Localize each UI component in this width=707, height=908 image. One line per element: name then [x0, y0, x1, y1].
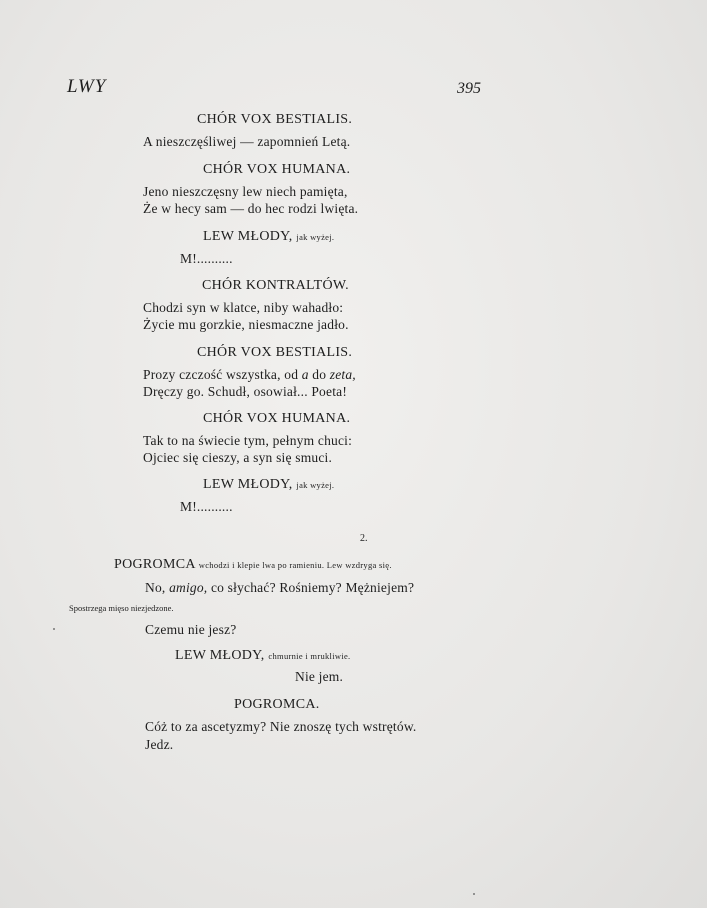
verse-line: Prozy czczość wszystka, od a do zeta,: [143, 367, 356, 382]
page-number: 395: [457, 80, 481, 97]
stage-direction: wchodzi i klepie lwa po ramieniu. Lew wzdryga się.: [198, 560, 392, 570]
verse-line: Jedz.: [145, 737, 174, 752]
speaker-heading: CHÓR KONTRALTÓW.: [202, 278, 349, 293]
speaker-name: POGROMCA: [114, 557, 195, 572]
speaker-name: LEW MŁODY,: [203, 477, 293, 492]
stage-direction: chmurnie i mrukliwie.: [268, 651, 351, 661]
verse-line: Tak to na świecie tym, pełnym chuci:: [143, 433, 353, 448]
verse-line: M!..........: [180, 251, 233, 266]
speaker-name: LEW MŁODY,: [203, 229, 293, 244]
speaker-heading: [203, 229, 334, 245]
speaker-heading: [203, 477, 334, 493]
verse-line: A nieszczęśliwej — zapomnień Letą.: [143, 134, 351, 149]
verse-line: Chodzi syn w klatce, niby wahadło:: [143, 300, 344, 315]
speaker-heading: CHÓR VOX HUMANA.: [203, 162, 351, 177]
verse-line: No, amigo, co słychać? Rośniemy? Mężniejem?: [145, 580, 415, 595]
speaker-heading: [175, 648, 350, 664]
stage-direction: jak wyżej.: [296, 232, 335, 242]
verse-line: Dręczy go. Schudł, osowiał... Poeta!: [143, 384, 348, 399]
paper-speck: [473, 893, 475, 895]
verse-line: Cóż to za ascetyzmy? Nie znoszę tych wstrętów.: [145, 719, 417, 734]
speaker-heading: CHÓR VOX HUMANA.: [203, 411, 351, 426]
verse-line: Ojciec się cieszy, a syn się smuci.: [143, 450, 333, 465]
verse-line: Nie jem.: [295, 669, 344, 684]
paper-speck: [53, 628, 55, 630]
verse-line: M!..........: [180, 499, 233, 514]
verse-line: Że w hecy sam — do hec rodzi lwięta.: [143, 201, 359, 216]
verse-line: Czemu nie jesz?: [145, 622, 237, 637]
speaker-name: LEW MŁODY,: [175, 648, 265, 663]
speaker-heading: CHÓR VOX BESTIALIS.: [197, 345, 353, 360]
speaker-heading: CHÓR VOX BESTIALIS.: [197, 112, 353, 127]
section-number: 2.: [360, 533, 368, 544]
stage-direction: Spostrzega mięso niezjedzone.: [69, 603, 174, 613]
verse-line: Jeno nieszczęsny lew niech pamięta,: [143, 184, 348, 199]
running-title: LWY: [67, 76, 107, 97]
speaker-heading: [114, 557, 392, 573]
stage-direction: jak wyżej.: [296, 480, 335, 490]
speaker-heading: POGROMCA.: [234, 697, 320, 712]
verse-line: Życie mu gorzkie, niesmaczne jadło.: [143, 317, 349, 332]
